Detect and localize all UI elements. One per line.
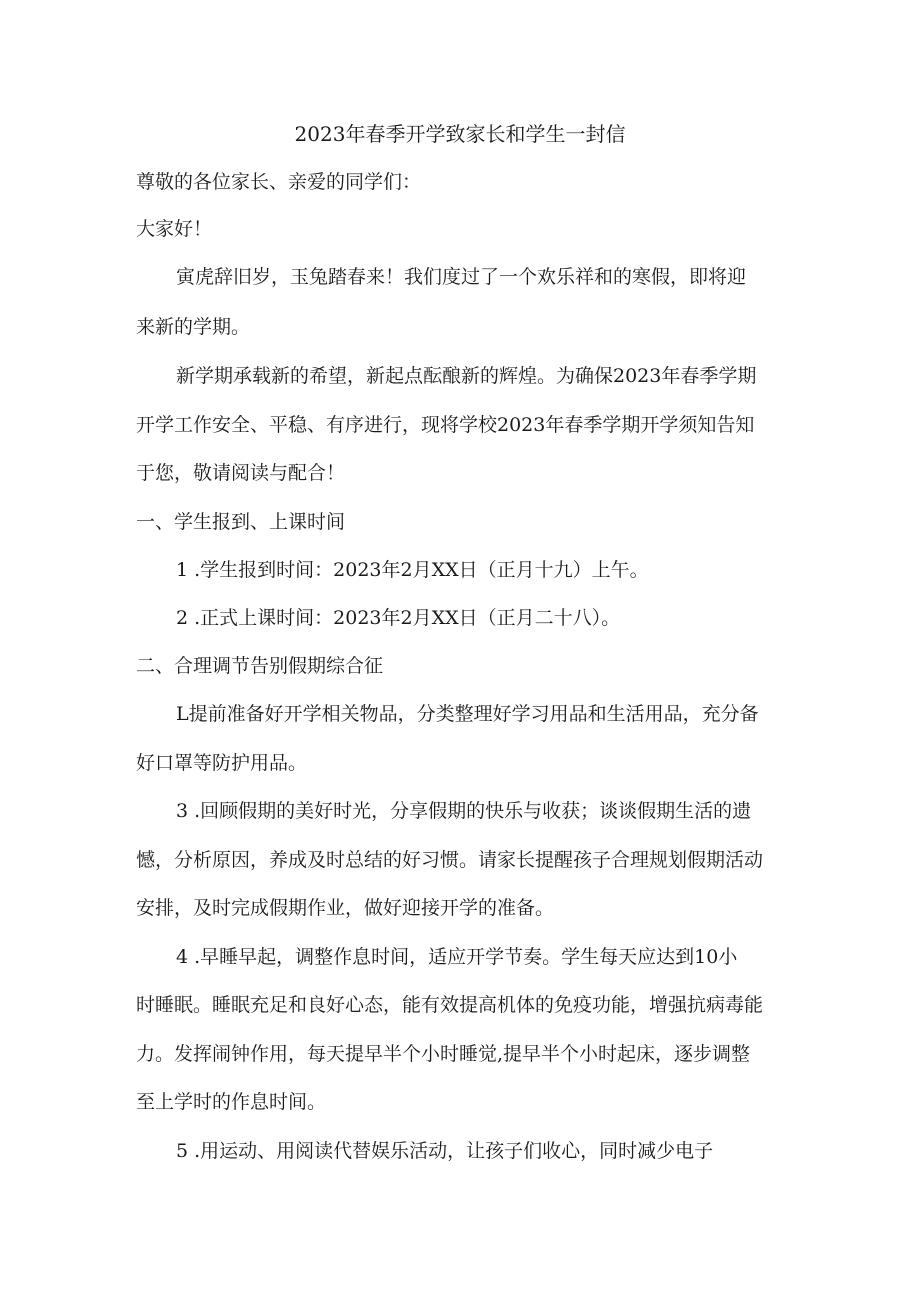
list-item: 4 .早睡早起，调整作息时间，适应开学节奏。学生每天应达到10小 <box>176 946 738 968</box>
paragraph-line: 于您，敬请阅读与配合！ <box>136 462 346 484</box>
document-title: 2023年春季开学致家长和学生一封信 <box>294 122 626 146</box>
list-item-continuation: 好口罩等防护用品。 <box>136 752 308 774</box>
list-item-continuation: 憾，分析原因，养成及时总结的好习惯。请家长提醒孩子合理规划假期活动 <box>136 849 764 871</box>
paragraph-line: 新学期承载新的希望，新起点酝酿新的辉煌。为确保2023年春季学期 <box>176 365 757 387</box>
paragraph-line: 开学工作安全、平稳、有序进行，现将学校2023年春季学期开学须知告知 <box>136 414 755 436</box>
section-heading: 二、合理调节告别假期综合征 <box>136 655 384 677</box>
paragraph-line: 来新的学期。 <box>136 316 251 338</box>
list-item-continuation: 时睡眠。睡眠充足和良好心态，能有效提高机体的免疫功能，增强抗病毒能 <box>136 994 764 1016</box>
list-item: 3 .回顾假期的美好时光，分享假期的快乐与收获；谈谈假期生活的遗 <box>176 800 752 822</box>
list-item: 1 .学生报到时间：2023年2月XX日（正月十九）上午。 <box>176 559 649 581</box>
list-item: 5 .用运动、用阅读代替娱乐活动，让孩子们收心，同时减少电子 <box>176 1140 714 1162</box>
section-heading: 一、学生报到、上课时间 <box>136 511 346 533</box>
list-item-continuation: 安排，及时完成假期作业，做好迎接开学的准备。 <box>136 897 555 919</box>
salutation: 尊敬的各位家长、亲爱的同学们： <box>136 171 422 193</box>
paragraph-line: 寅虎辞旧岁，玉兔踏春来！我们度过了一个欢乐祥和的寒假，即将迎 <box>176 266 747 288</box>
list-item-continuation: 至上学时的作息时间。 <box>136 1091 327 1113</box>
greeting: 大家好！ <box>136 218 213 240</box>
list-item: L提前准备好开学相关物品，分类整理好学习用品和生活用品，充分备 <box>176 703 759 725</box>
list-item-continuation: 力。发挥闹钟作用，每天提早半个小时睡觉,提早半个小时起床，逐步调整 <box>136 1043 751 1065</box>
list-item: 2 .正式上课时间：2023年2月XX日（正月二十八）。 <box>176 607 621 629</box>
